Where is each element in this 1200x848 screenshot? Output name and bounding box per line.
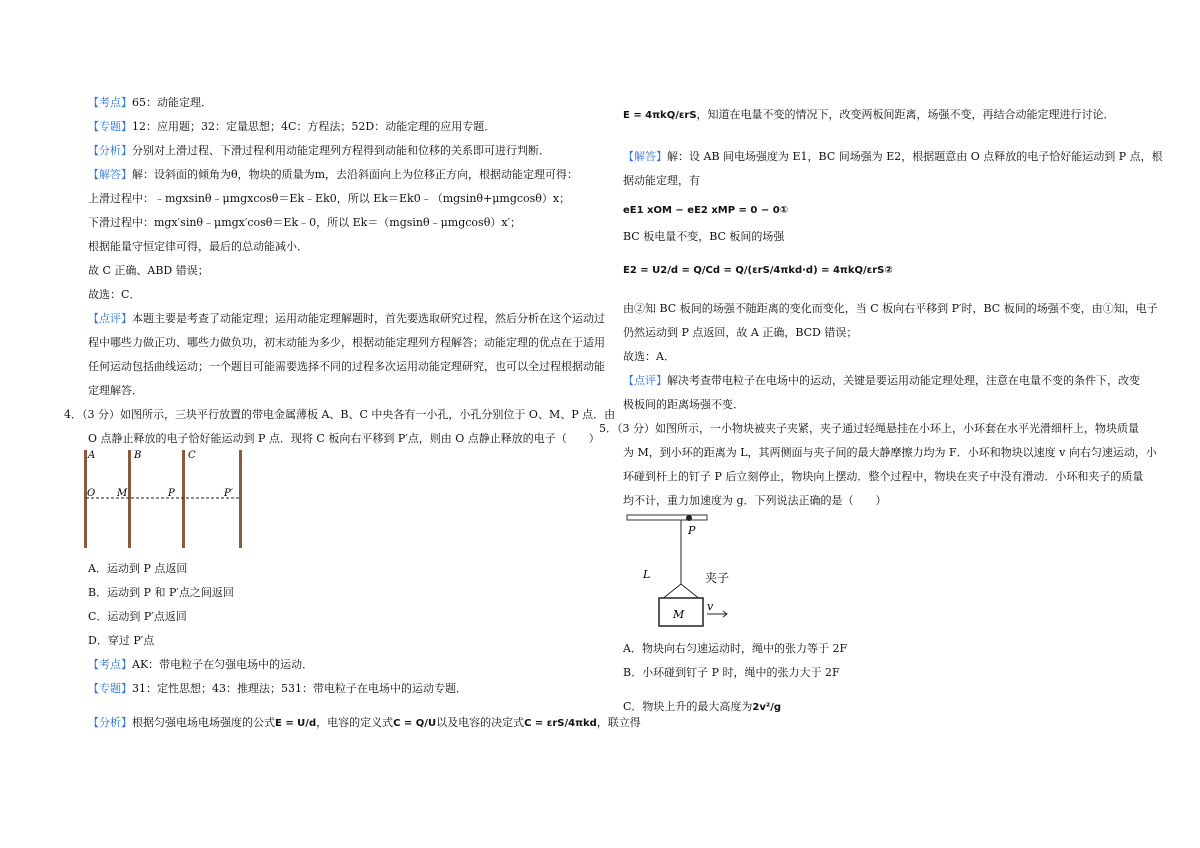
- dianping2-tag: 【点评】: [623, 374, 667, 387]
- dianping-text: 本题主要是考查了动能定理；运用动能定理解题时，首先要选取研究过程，然后分析在这个运动过: [132, 312, 605, 325]
- option-d: D．穿过 P′点: [88, 634, 155, 647]
- bc-text: BC 板电量不变，BC 板间的场强: [623, 230, 785, 243]
- jieda2-text-2: 据动能定理，有: [623, 174, 700, 187]
- equation-2: E2 = U2/d = Q/Cd = Q/(εrS/4πkd·d) = 4πkQ/εrS②: [623, 265, 893, 276]
- formula-c-decide: C = εrS/4πkd: [524, 718, 597, 729]
- zhuanti2-line: [88, 682, 467, 695]
- label-a: A: [88, 450, 96, 461]
- plate-a: [84, 450, 87, 548]
- fenxi2-text-3: 以及电容的决定式: [436, 716, 525, 729]
- label-v: v: [707, 600, 714, 613]
- fenxi2-text-2: ，电容的定义式: [316, 716, 394, 729]
- formula-c-qu: C = Q/U: [393, 718, 437, 729]
- label-o: O: [87, 488, 96, 499]
- answer-text-2: 故选：A．: [623, 350, 675, 363]
- dianping-text-4: 定理解答．: [88, 384, 143, 397]
- top-text: ，知道在电量不变的情况下，改变两板间距离，场强不变，再结合动能定理进行讨论．: [696, 108, 1115, 121]
- kaodian-tag: 【考点】: [88, 96, 132, 109]
- label-m-block: M: [673, 608, 685, 621]
- reason-line-1: 由②知 BC 板间的场强不随距离的变化而变化，当 C 板向右平移到 P′时，BC 板间的场强不变，由①知，电子: [623, 302, 1158, 315]
- label-m: M: [117, 488, 128, 499]
- jieda-line: [88, 168, 578, 181]
- fenxi-text: 分别对上滑过程、下滑过程利用动能定理列方程得到动能和位移的关系即可进行判断．: [132, 144, 550, 157]
- conclusion-text: 故 C 正确、ABD 错误；: [88, 264, 209, 277]
- dianping-tag: 【点评】: [88, 312, 132, 325]
- label-p-prime: P′: [224, 488, 233, 499]
- formula-height: 2v²/g: [752, 702, 782, 713]
- formula-e-4pikq: E = 4πkQ/εrS: [623, 110, 697, 121]
- rod: [627, 515, 707, 520]
- q5-option-c-text: C．物块上升的最大高度为: [623, 700, 753, 713]
- question-5-line-3: 环碰到杆上的钉子 P 后立刻停止，物块向上摆动．整个过程中，物块在夹子中没有滑动．小环和夹子的质量: [623, 470, 1144, 483]
- fenxi2-line: [88, 716, 641, 730]
- reason-line-2: 仍然运动到 P 点返回，故 A 正确，BCD 错误；: [623, 326, 858, 339]
- q5-option-b: B．小环碰到钉子 P 时，绳中的张力大于 2F: [623, 666, 840, 679]
- kaodian2-text: AK：带电粒子在匀强电场中的运动．: [132, 658, 314, 671]
- option-a: A．运动到 P 点返回: [88, 562, 188, 575]
- q5-option-c: [623, 700, 781, 714]
- formula-e-ud: E = U/d: [275, 718, 317, 729]
- energy-text: 根据能量守恒定律可得，最后的总动能减小．: [88, 240, 308, 253]
- label-l: L: [643, 568, 651, 581]
- zhuanti-line: [88, 120, 495, 133]
- equation-1: eE1 xOM − eE2 xMP = 0 − 0①: [623, 205, 789, 216]
- dianping2-text-2: 极板间的距离场强不变．: [623, 398, 744, 411]
- jieda2-line: [623, 150, 1163, 163]
- zhuanti-text: 12：应用题；32：定量思想；4C：方程法；52D：动能定理的应用专题．: [132, 120, 496, 133]
- fenxi2-text-1: 根据匀强电场电场强度的公式: [132, 716, 275, 729]
- plates-figure: [84, 446, 254, 556]
- dianping-text-3: 任何运动包括曲线运动；一个题目可能需要选择不同的过程多次运用动能定理研究，也可以全过程根据动能: [88, 360, 605, 373]
- dianping2-line: [623, 374, 1140, 387]
- jieda-tag: 【解答】: [88, 168, 132, 181]
- jieda2-tag: 【解答】: [623, 150, 667, 163]
- fenxi2-text-4: ，联立得: [596, 716, 641, 729]
- question-4-line-1: 4．（3 分）如图所示，三块平行放置的带电金属薄板 A、B、C 中央各有一小孔，小孔分别位于 O、M、P 点．由: [64, 408, 616, 421]
- plate-p-prime: [239, 450, 242, 548]
- fenxi-tag: 【分析】: [88, 144, 132, 157]
- jieda-text: 解：设斜面的倾角为θ，物块的质量为m，去沿斜面向上为位移正方向，根据动能定理可得：: [132, 168, 579, 181]
- kaodian-text: 65：动能定理．: [132, 96, 212, 109]
- kaodian-line: [88, 96, 212, 109]
- zhuanti2-tag: 【专题】: [88, 682, 132, 695]
- label-p-ring: P: [688, 524, 696, 537]
- label-p: P: [168, 488, 175, 499]
- kaodian2-line: [88, 658, 313, 671]
- kaodian2-tag: 【考点】: [88, 658, 132, 671]
- dianping-text-2: 程中哪些力做正功、哪些力做负功，初末动能为多少，根据动能定理列方程解答；动能定理的优点在于适用: [88, 336, 605, 349]
- zhuanti2-text: 31：定性思想；43：推理法；531：带电粒子在电场中的运动专题．: [132, 682, 467, 695]
- downslide-equation: 下滑过程中：mgx′sinθ﹣μmgx′cosθ＝Ek﹣0，所以 Ek＝（mgsinθ﹣μmgcosθ）x′；: [88, 216, 522, 229]
- answer-text: 故选：C．: [88, 288, 141, 301]
- question-5-line-4: 均不计，重力加速度为 g．下列说法正确的是（ ）: [623, 494, 887, 507]
- question-5-line-2: 为 M，到小环的距离为 L，其两侧面与夹子间的最大静摩擦力均为 F．小环和物块以速度 v 向右匀速运动，小: [623, 446, 1157, 459]
- dianping2-text: 解决考查带电粒子在电场中的运动，关键是要运用动能定理处理，注意在电量不变的条件下，改变: [667, 374, 1140, 387]
- label-c: C: [188, 450, 196, 461]
- upslide-equation: 上滑过程中：﹣mgxsinθ﹣μmgxcosθ＝Ek﹣Ek0，所以 Ek＝Ek0﹣（mgsinθ+μmgcosθ）x；: [88, 192, 571, 205]
- plate-c: [182, 450, 185, 548]
- question-5-line-1: 5．（3 分）如图所示，一小物块被夹子夹紧，夹子通过轻绳悬挂在小环上，小环套在水平光滑细杆上，物块质量: [599, 422, 1139, 435]
- jieda2-text: 解：设 AB 间电场强度为 E1，BC 间场强为 E2，根据题意由 O 点释放的电子恰好能运动到 P 点，根: [667, 150, 1163, 163]
- top-line: [623, 108, 1115, 122]
- plate-b: [128, 450, 131, 548]
- fenxi-line: [88, 144, 550, 157]
- q5-option-a: A．物块向右匀速运动时，绳中的张力等于 2F: [623, 642, 848, 655]
- dianping-line: [88, 312, 605, 325]
- zhuanti-tag: 【专题】: [88, 120, 132, 133]
- label-b: B: [134, 450, 142, 461]
- question-4-line-2: O 点静止释放的电子恰好能运动到 P 点．现将 C 板向右平移到 P′点，则由 O 点静止释放的电子（ ）: [88, 432, 600, 445]
- ring-p: [686, 515, 692, 521]
- label-clip: 夹子: [705, 571, 730, 585]
- pendulum-figure: [623, 510, 743, 632]
- fenxi2-tag: 【分析】: [88, 716, 132, 729]
- option-c: C．运动到 P′点返回: [88, 610, 187, 623]
- option-b: B．运动到 P 和 P′点之间返回: [88, 586, 234, 599]
